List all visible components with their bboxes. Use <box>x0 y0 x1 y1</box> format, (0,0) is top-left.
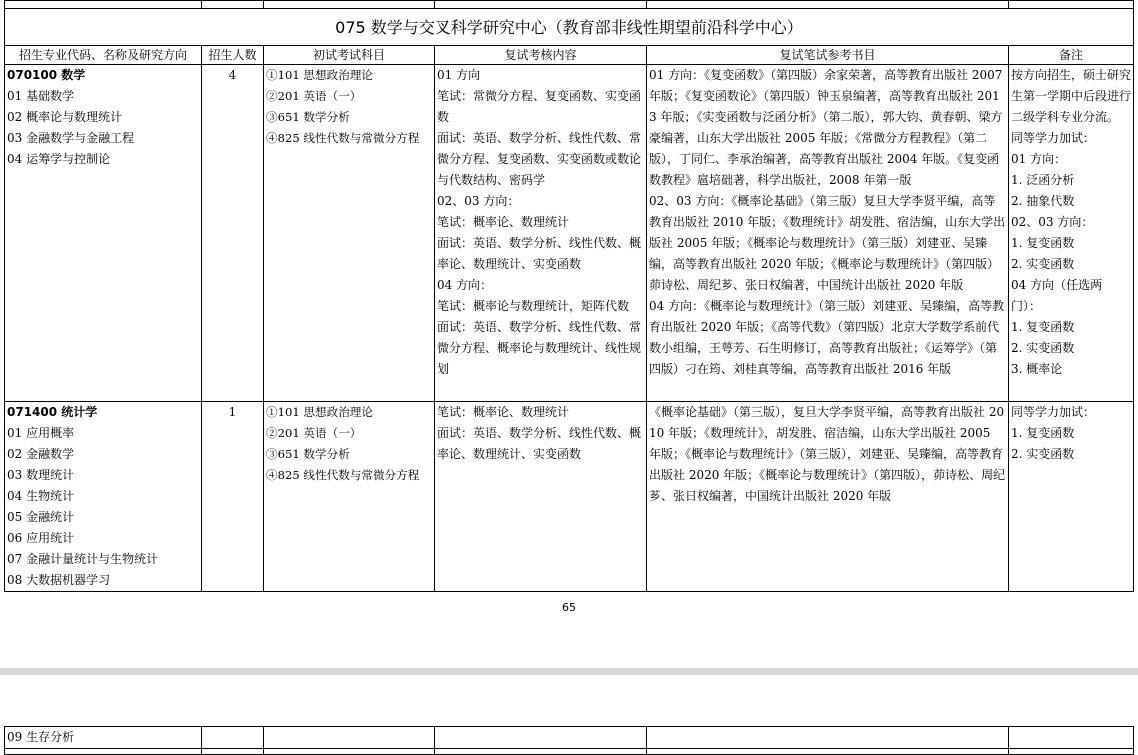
note-item: 2. 实变函数 <box>1011 257 1075 271</box>
note-item: 2. 实变函数 <box>1011 341 1075 355</box>
retest-content: 笔试：概率论、数理统计 面试：英语、数学分析、线性代数、概率论、数理统计、实变函数 <box>437 405 642 461</box>
section-title-row <box>5 9 1134 46</box>
major-name: 071400 统计学 <box>7 405 98 419</box>
retest-cell <box>435 65 647 402</box>
admissions-table-continued <box>4 726 1134 755</box>
table-row-continued <box>5 727 1134 749</box>
header-major: 招生专业代码、名称及研究方向 <box>5 46 202 65</box>
exam-item: ②201 英语（一） <box>266 426 362 440</box>
direction-item: 04 运筹学与控制论 <box>7 152 111 166</box>
retest-content: 01 方向 笔试：常微分方程、复变函数、实变函数 面试：英语、数学分析、线性代数、常微分方程、复变函数、实变函数或数论与代数结构、密码学 02、03 方向： 笔试：概率论、数理统计 面试：英语、数学分析、线性代数、概率论、数理统计、实变函数 04 方向： 笔试：概率论与数理统计，矩阵代数 面试：英语、数学分析、线性代数、常微分方程、概率论与数理统计、线性规划 <box>437 68 642 376</box>
admissions-table <box>4 0 1134 592</box>
exam-item: ③651 数学分析 <box>266 447 350 461</box>
page-number: 65 <box>562 601 576 614</box>
note-item: 02、03 方向： <box>1011 215 1094 229</box>
note-item: 1. 复变函数 <box>1011 320 1075 334</box>
note-item: 同等学力加试： <box>1011 405 1096 419</box>
direction-item: 01 应用概率 <box>7 426 75 440</box>
books-cell <box>647 65 1009 402</box>
section-title: 075 数学与交叉科学研究中心（教育部非线性期望前沿科学中心） <box>5 9 1134 46</box>
note-item: 04 方向（任选两门）： <box>1011 278 1103 313</box>
direction-item: 08 大数据机器学习 <box>7 573 111 587</box>
enroll-count: 1 <box>202 402 264 592</box>
direction-item: 03 数理统计 <box>7 468 75 482</box>
exam-item: ①101 思想政治理论 <box>266 68 373 82</box>
page-separator <box>0 668 1138 675</box>
notes-cell <box>1009 65 1134 402</box>
enroll-count: 4 <box>202 65 264 402</box>
direction-item: 01 基础数学 <box>7 89 75 103</box>
notes-cell <box>1009 402 1134 592</box>
books-cell <box>647 402 1009 592</box>
exams-cell <box>264 402 435 592</box>
note-item: 3. 概率论 <box>1011 362 1063 376</box>
major-cell <box>5 402 202 592</box>
direction-item: 02 金融数学 <box>7 447 75 461</box>
note-item: 按方向招生，硕士研究生第一学期中后段进行二级学科专业分流。 <box>1011 68 1132 124</box>
exam-item: ②201 英语（一） <box>266 89 362 103</box>
direction-item: 06 应用统计 <box>7 531 75 545</box>
exams-cell <box>264 65 435 402</box>
exam-item: ④825 线性代数与常微分方程 <box>266 468 420 482</box>
direction-item: 03 金融数学与金融工程 <box>7 131 135 145</box>
table-row-statistics <box>5 402 1134 592</box>
note-item: 1. 复变函数 <box>1011 426 1075 440</box>
table-row-math <box>5 65 1134 402</box>
exam-item: ④825 线性代数与常微分方程 <box>266 131 420 145</box>
books-content: 01 方向：《复变函数》（第四版）余家荣著，高等教育出版社 2007 年版；《复变函数论》（第四版）钟玉泉编著，高等教育出版社 2013 年版；《实变函数与泛函分析》（第二版），郭大钧、黄春朝、梁方豪编著，山东大学出版社 2005 年版；《常微分方程教程》（第二版），丁同仁、李承治编著，高等教育出版社 2004 年版。《复变函数教程》扈培础著，科学出版社，2008 年第一版 02、03 方向：《概率论基础》（第三版）复旦大学李贤平编，高等教育出版社 2010 年版；《数理统计》胡发胜、宿洁编，山东大学出版社 2005 年版；《概率论与数理统计》（第三版）刘建亚、吴臻编，高等教育出版社 2020 年版；《概率论与数理统计》（第四版）茆诗松、周纪芗、张日权编著，中国统计出版社 2020 年版 04 方向：《概率论与数理统计》（第三版）刘建亚、吴臻编，高等教育出版社 2020 年版；《高等代数》（第四版）北京大学数学系前代数小组编，王萼芳、石生明修订，高等教育出版社；《运筹学》（第四版）刁在筠、刘桂真等编，高等教育出版社 2016 年版 <box>649 68 1006 376</box>
exam-item: ①101 思想政治理论 <box>266 405 373 419</box>
header-exams: 初试考试科目 <box>264 46 435 65</box>
direction-item: 09 生存分析 <box>5 727 202 749</box>
carryover-row <box>5 1 1134 9</box>
retest-cell <box>435 402 647 592</box>
note-item: 2. 实变函数 <box>1011 447 1075 461</box>
header-books: 复试笔试参考书目 <box>647 46 1009 65</box>
direction-item: 05 金融统计 <box>7 510 75 524</box>
exam-item: ③651 数学分析 <box>266 110 350 124</box>
note-item: 1. 泛函分析 <box>1011 173 1075 187</box>
direction-item: 04 生物统计 <box>7 489 75 503</box>
note-item: 同等学力加试： <box>1011 131 1096 145</box>
direction-item: 07 金融计量统计与生物统计 <box>7 552 159 566</box>
direction-item: 02 概率论与数理统计 <box>7 110 123 124</box>
note-item: 1. 复变函数 <box>1011 236 1075 250</box>
header-retest: 复试考核内容 <box>435 46 647 65</box>
header-notes: 备注 <box>1009 46 1134 65</box>
note-item: 2. 抽象代数 <box>1011 194 1075 208</box>
note-item: 01 方向： <box>1011 152 1067 166</box>
header-row <box>5 46 1134 65</box>
major-name: 070100 数学 <box>7 68 86 82</box>
major-cell <box>5 65 202 402</box>
page-66 <box>0 675 1138 752</box>
books-content: 《概率论基础》（第三版），复旦大学李贤平编，高等教育出版社 2010 年版；《数理统计》，胡发胜、宿洁编，山东大学出版社 2005 年版；《概率论与数理统计》（第三版），刘建亚、吴臻编，高等教育出版社 2020 年版；《概率论与数理统计》（第四版），茆诗松、周纪芗、张日权编著，中国统计出版社 2020 年版 <box>649 405 1006 503</box>
header-count: 招生人数 <box>202 46 264 65</box>
